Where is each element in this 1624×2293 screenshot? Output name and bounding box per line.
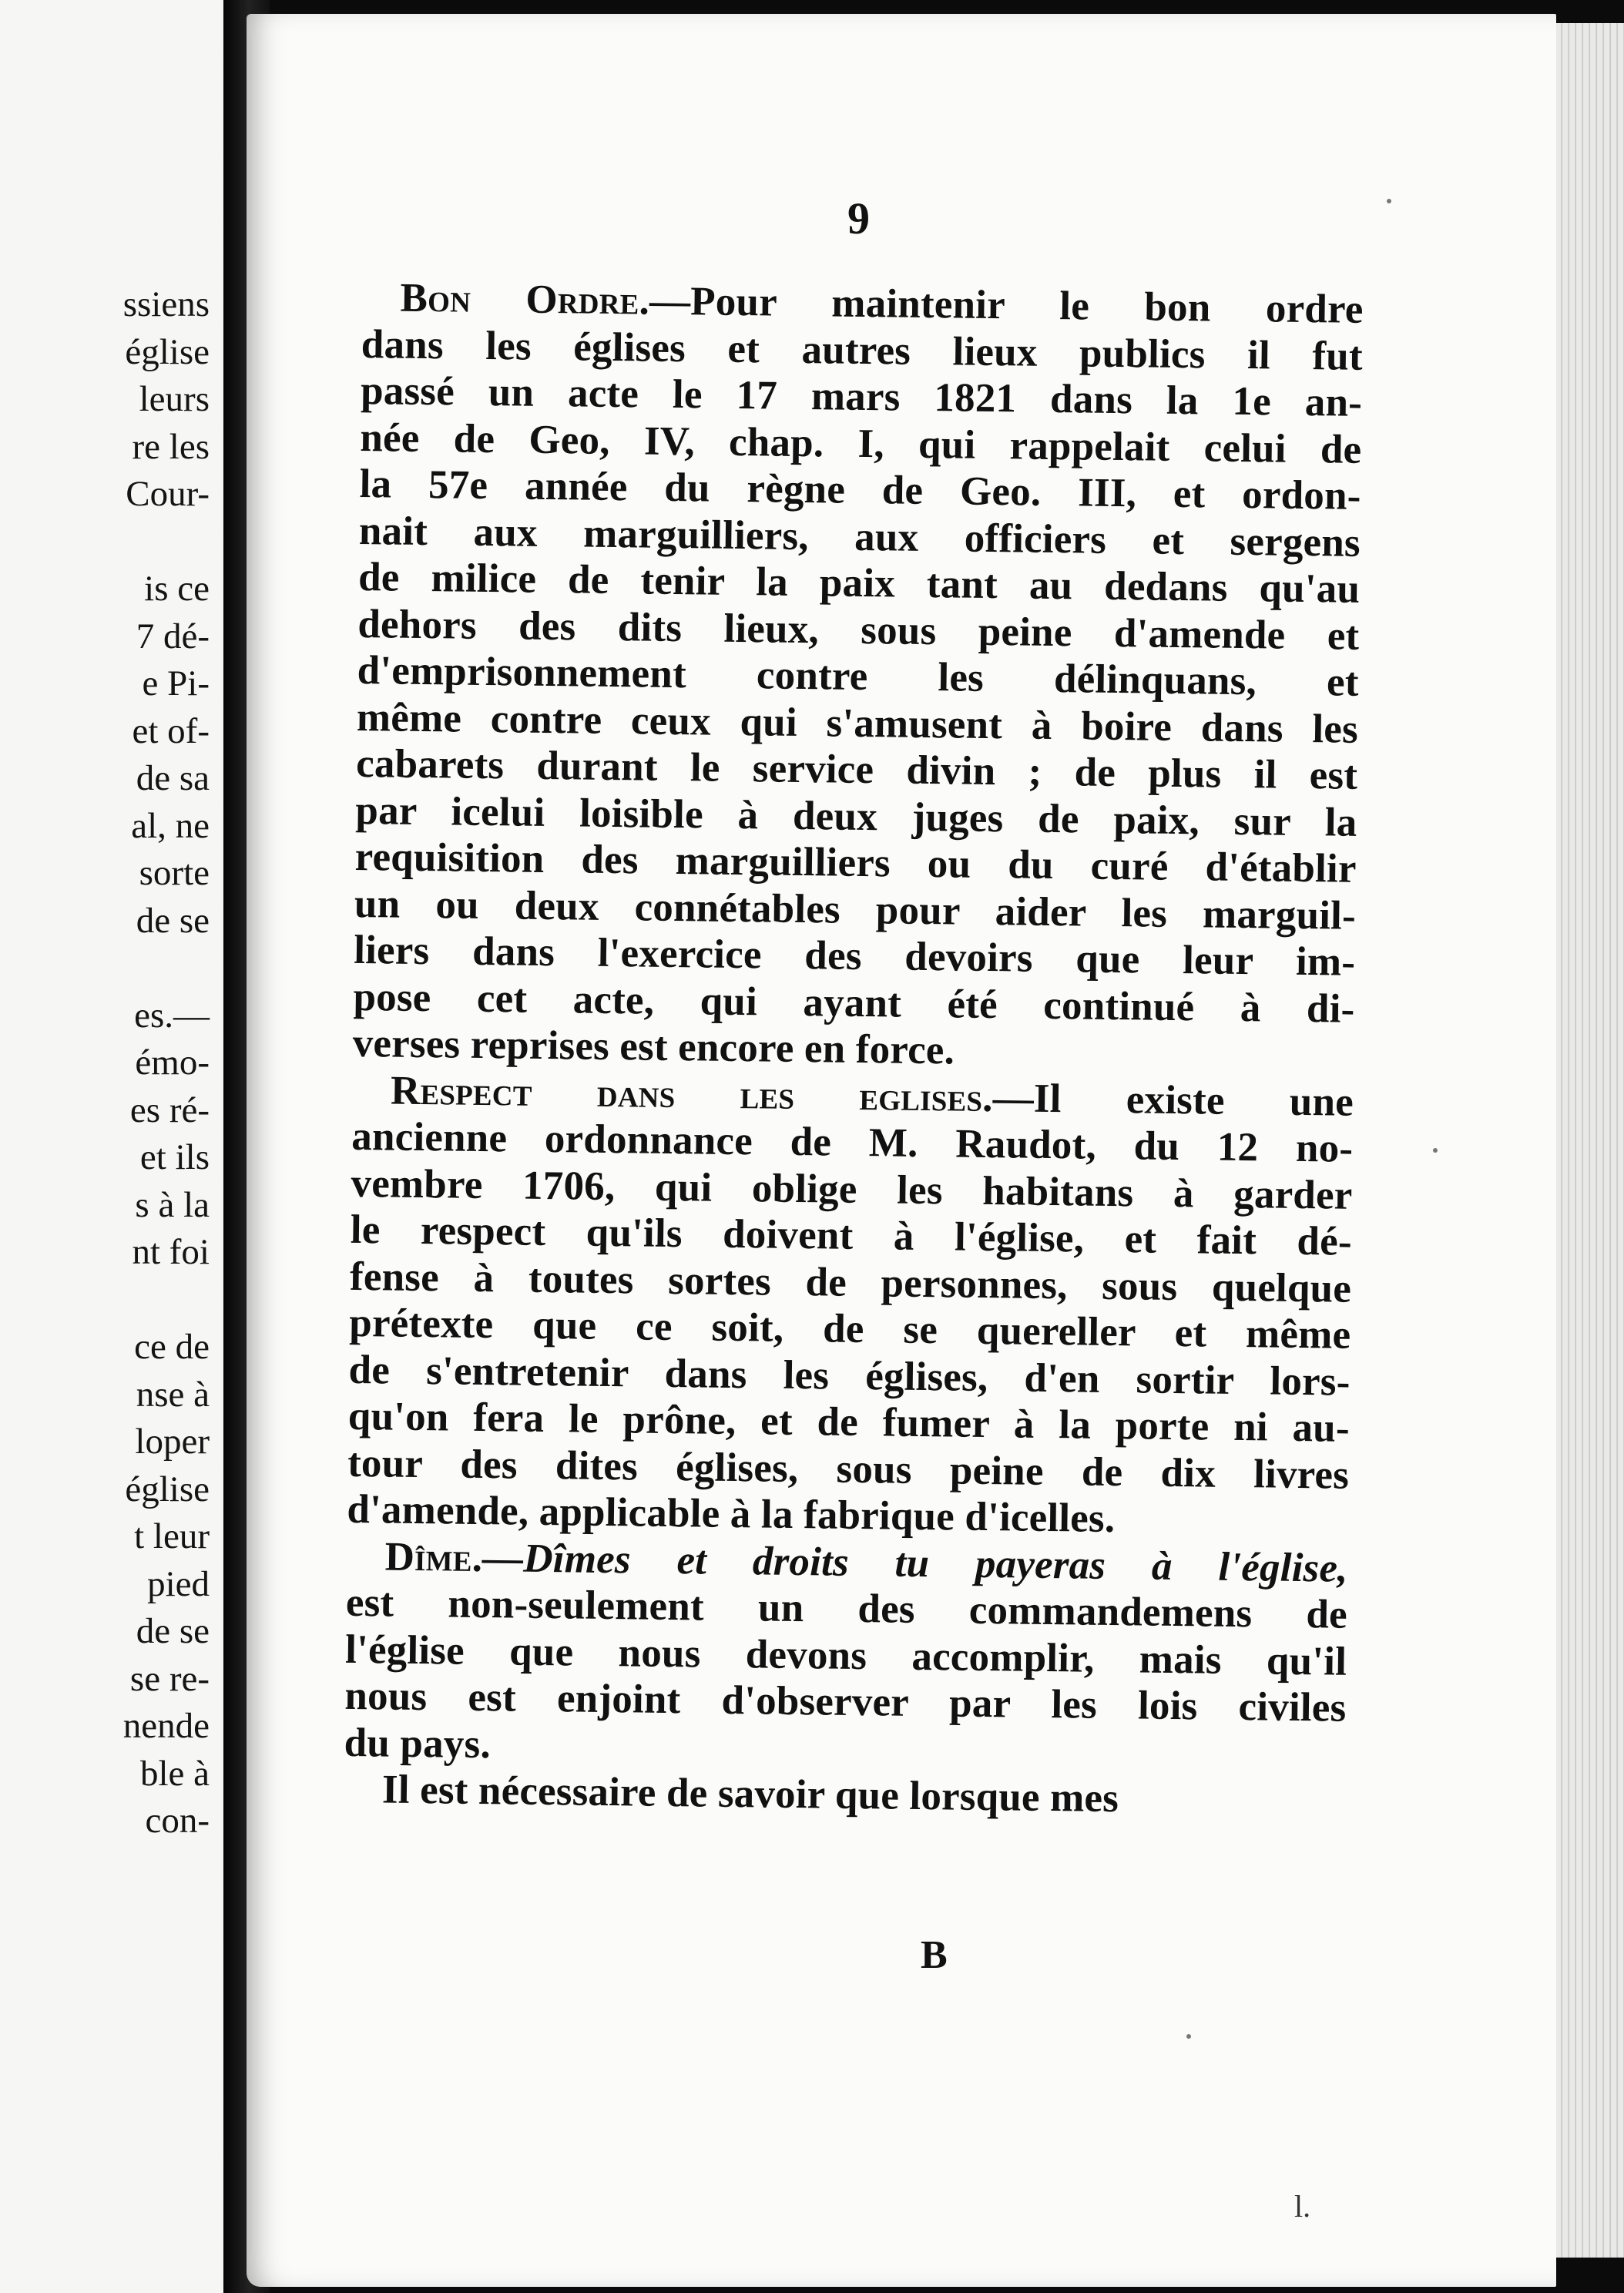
ink-speck — [1186, 2034, 1191, 2039]
left-page-text-fragment: de se — [136, 900, 210, 941]
left-page-text-fragment: es ré- — [129, 1089, 210, 1130]
text-block — [344, 274, 1364, 1825]
left-page-text-fragment: nse à — [136, 1374, 210, 1415]
section-1-line: la 57e année du règne de Geo. III, et ordon- — [359, 461, 1361, 519]
section-1-line: nait aux marguilliers, aux officiers et sergens — [358, 508, 1361, 566]
page-edges — [1556, 23, 1624, 2258]
section-2-line: qu'on fera le prône, et de fumer à la porte ni au- — [347, 1393, 1351, 1451]
section-1-line: pose cet acte, qui ayant été continué à di- — [353, 974, 1355, 1032]
left-page-text-fragment: nt foi — [132, 1232, 210, 1272]
section-1-line: née de Geo, IV, chap. I, qui rappelait celui de — [360, 415, 1362, 472]
section-1-line: cabarets durant le service divin ; de plus il est — [355, 740, 1358, 798]
section-2-line: tour des dites églises, sous peine de dix livres — [347, 1440, 1350, 1498]
stray-mark: l. — [1294, 2189, 1311, 2224]
left-page-text-fragment: et of- — [132, 710, 210, 751]
section-2-line-1: Respect dans les eglises.—Il existe une — [390, 1068, 1354, 1125]
left-page-text-fragment: et ils — [139, 1137, 210, 1177]
section-2-line: d'amende, applicable à la fabrique d'icelles. — [347, 1486, 1116, 1542]
left-page-text-fragment: émo- — [135, 1042, 210, 1083]
section-3-line: du pays. — [344, 1720, 492, 1767]
left-page-text-fragment: es.— — [134, 995, 210, 1036]
section-1-line: passé un acte le 17 mars 1821 dans la 1e an- — [360, 368, 1363, 425]
section-1-line: dans les églises et autres lieux publics il fut — [361, 321, 1364, 379]
section-1-line-1: Bon Ordre.—Pour maintenir le bon ordre — [400, 275, 1364, 332]
section-2-line: ancienne ordonnance de M. Raudot, du 12 no- — [351, 1113, 1354, 1171]
left-page-text-fragment: leurs — [139, 379, 210, 419]
ink-speck — [1387, 199, 1391, 203]
section-1-line: dehors des dits lieux, sous peine d'amende et — [357, 601, 1360, 659]
italic-maxim: —Dîmes et droits tu payeras à l'église, — [481, 1535, 1348, 1591]
left-page-text-fragment: église — [125, 1469, 210, 1509]
section-1-line: par icelui loisible à deux juges de paix, sur la — [355, 787, 1357, 845]
left-page-text-fragment: de sa — [136, 758, 210, 798]
left-page-text-fragment: t leur — [134, 1516, 210, 1556]
section-1-line: même contre ceux qui s'amusent à boire dans les — [356, 694, 1359, 752]
left-page-text-fragment: e Pi- — [142, 663, 210, 703]
left-page-text-fragment: al, ne — [131, 805, 210, 846]
heading-dime: Dîme. — [384, 1533, 483, 1580]
left-page-text-fragment: sorte — [139, 853, 210, 893]
left-page-text-fragment: re les — [132, 426, 210, 467]
left-page-fragment — [0, 0, 223, 2293]
section-1-line: requisition des marguilliers ou du curé d'établir — [354, 834, 1357, 891]
left-page-text-fragment: con- — [145, 1801, 210, 1841]
section-2-line: de s'entretenir dans les églises, d'en sortir lors- — [348, 1347, 1351, 1405]
section-1-line: liers dans l'exercice des devoirs que leur im- — [353, 927, 1356, 985]
left-page-text-fragment: ssiens — [122, 284, 210, 324]
left-page-text-fragment: ble à — [139, 1753, 210, 1794]
section-1-line: verses reprises est encore en force. — [352, 1020, 955, 1073]
section-3-line: nous est enjoint d'observer par les lois civiles — [344, 1673, 1347, 1731]
heading-bon-ordre: Bon Ordre. — [400, 275, 650, 324]
section-1-line: d'emprisonnement contre les délinquans, et — [357, 647, 1359, 705]
left-page-text-fragment: de se — [136, 1611, 210, 1651]
section-1-line: de milice de tenir la paix tant au dedans qu'au — [357, 554, 1361, 612]
left-page-text-fragment: loper — [135, 1422, 210, 1462]
left-page-text-fragment: is ce — [144, 569, 210, 609]
section-1-line: un ou deux connétables pour aider les marguil- — [354, 881, 1357, 938]
signature-mark: B — [921, 1933, 948, 1977]
left-page-text-fragment: 7 dé- — [136, 616, 210, 656]
section-2-line: le respect qu'ils doivent à l'église, et fait dé- — [350, 1207, 1353, 1264]
ink-speck — [1433, 1148, 1438, 1153]
section-2-line: fense à toutes sortes de personnes, sous quelque — [349, 1254, 1352, 1311]
left-page-text-fragment: ce de — [134, 1327, 210, 1367]
left-page-text-fragment: se re- — [129, 1658, 210, 1699]
heading-respect-dans-les-eglises: Respect dans les eglises. — [390, 1068, 994, 1120]
left-page-text-fragment: nende — [122, 1706, 210, 1746]
section-3-line: l'église que nous devons accomplir, mais qu'il — [344, 1627, 1347, 1684]
section-3-line: est non-seulement un des commandemens de — [345, 1580, 1348, 1637]
section-2-line: prétexte que ce soit, de se quereller et même — [349, 1300, 1351, 1358]
section-4-line-1: Il est nécessaire de savoir que lorsque mes — [381, 1767, 1119, 1821]
left-page-text-fragment: église — [125, 331, 210, 372]
left-page-text-fragment: Cour- — [126, 474, 210, 514]
left-page-text-fragment: pied — [147, 1563, 210, 1604]
page-number: 9 — [847, 193, 870, 243]
section-2-line: vembre 1706, qui oblige les habitans à garder — [351, 1160, 1353, 1218]
left-page-text-fragment: s à la — [135, 1184, 210, 1225]
